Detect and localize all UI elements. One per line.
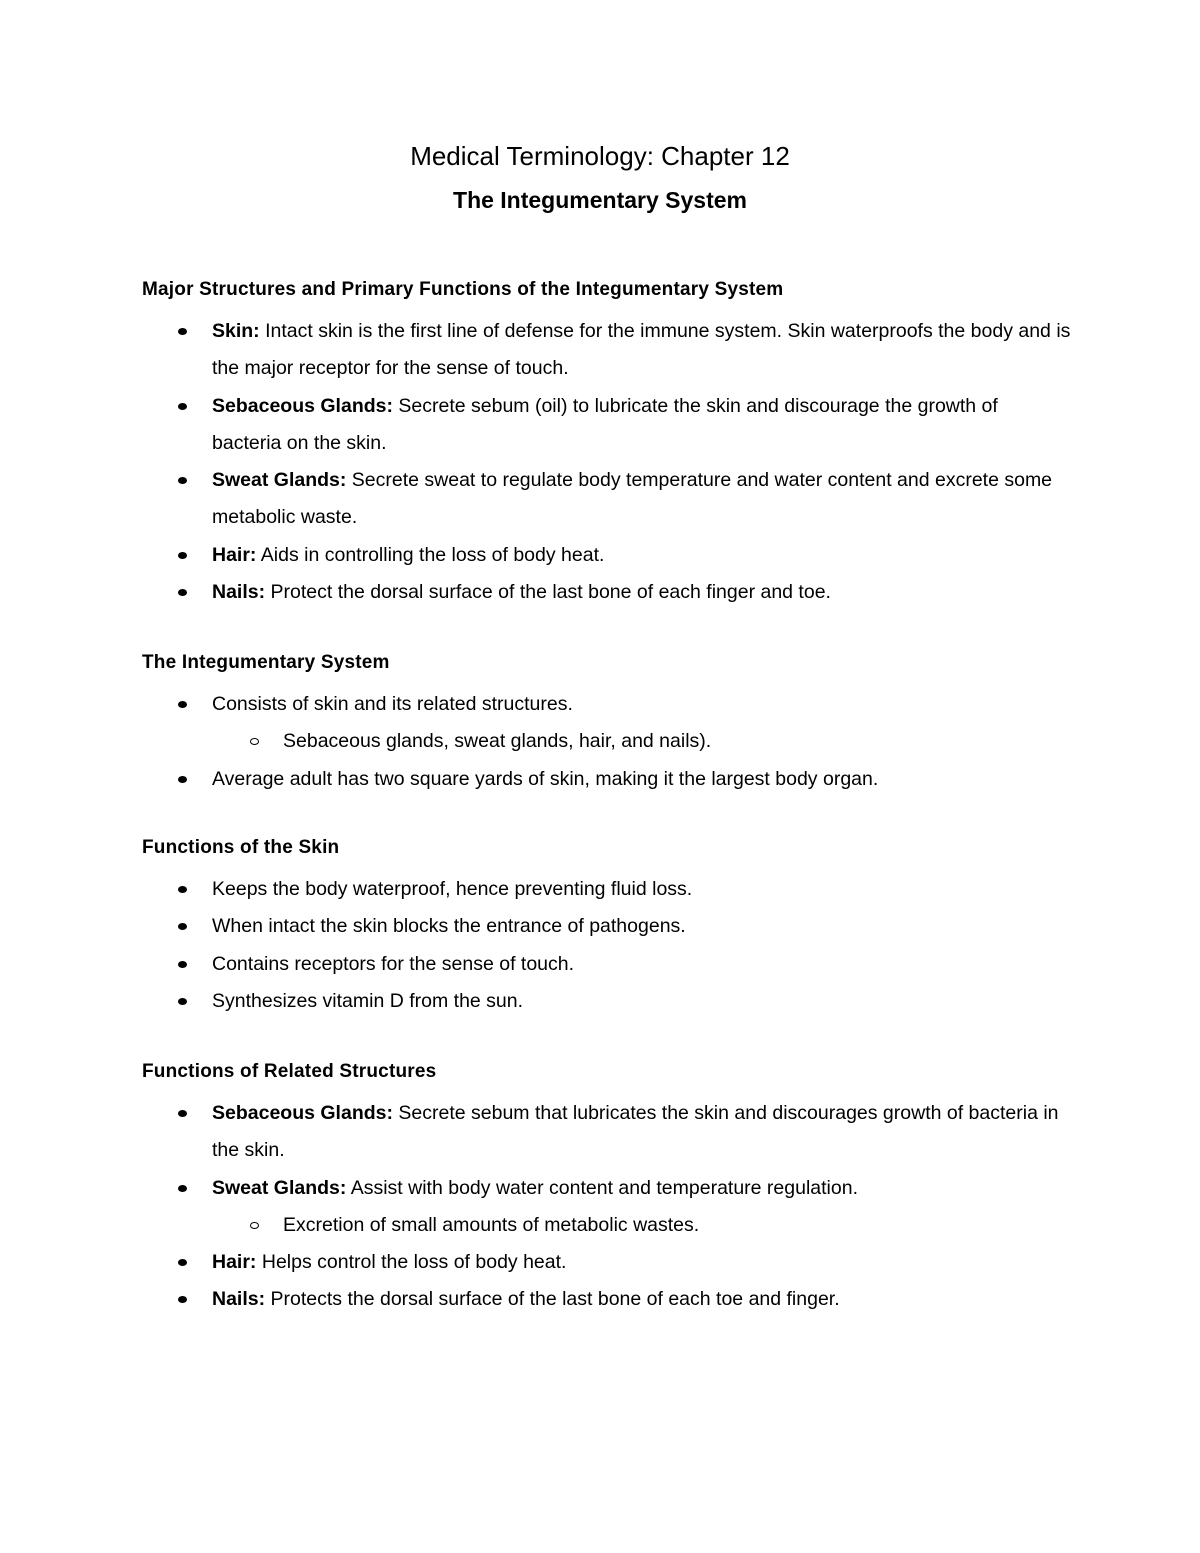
bullet-icon (178, 1185, 187, 1192)
item-term: Hair: (212, 543, 257, 566)
item-term: Nails: (212, 1288, 266, 1311)
bullet-icon (178, 998, 187, 1005)
list-item (142, 946, 1072, 983)
page-subtitle: The Integumentary System (453, 187, 747, 213)
item-text: Secrete sweat to regulate body temperature and water content and excrete some metabolic waste. (212, 469, 1053, 529)
page-title: Medical Terminology: Chapter 12 (410, 141, 790, 171)
bullet-icon (178, 776, 187, 783)
item-text: Assist with body water content and temperature regulation. (346, 1176, 858, 1199)
list-item (142, 1170, 1072, 1207)
item-text: Helps control the loss of body heat. (256, 1251, 567, 1274)
section-heading: Functions of Related Structures (142, 1061, 437, 1082)
bullet-list (142, 1095, 1102, 1319)
item-text: Secrete sebum (oil) to lubricate the skin and discourage the growth of bacteria on the skin. (212, 394, 998, 454)
bullet-icon (178, 961, 187, 968)
item-term: Sweat Glands: (212, 469, 347, 492)
list-item (142, 574, 1072, 611)
bullet-icon (178, 403, 187, 410)
bullet-icon (178, 923, 187, 930)
item-term: Sebaceous Glands: (212, 394, 393, 417)
section-major-structures (142, 276, 1102, 611)
sub-list-item (142, 723, 1102, 760)
list-item (142, 1244, 1072, 1281)
bullet-icon (178, 589, 187, 596)
sub-list-item (142, 1207, 1102, 1244)
bullet-list (142, 686, 1102, 798)
item-text: Excretion of small amounts of metabolic wastes. (283, 1213, 700, 1236)
list-item (142, 537, 1072, 574)
section-integumentary-system (142, 649, 1102, 798)
item-text: Sebaceous glands, sweat glands, hair, and nails). (283, 730, 712, 753)
item-text: Intact skin is the first line of defense for the immune system. Skin waterproofs the body and is the major receptor for the sense of touch. (212, 320, 1071, 380)
list-item (142, 462, 1072, 537)
section-functions-of-skin (142, 834, 1102, 1020)
hollow-bullet-icon (250, 738, 259, 745)
list-item (142, 871, 1072, 908)
item-term: Sweat Glands: (212, 1176, 347, 1199)
item-text: Keeps the body waterproof, hence preventing fluid loss. (212, 878, 693, 900)
item-term: Skin: (212, 320, 260, 342)
item-text: Aids in controlling the loss of body heat. (256, 543, 605, 566)
list-item (142, 686, 1072, 723)
bullet-icon (178, 477, 187, 484)
bullet-icon (178, 552, 187, 559)
list-item (142, 983, 1072, 1020)
list-item (142, 908, 1072, 945)
bullet-icon (178, 328, 187, 335)
section-heading: Functions of the Skin (142, 837, 340, 858)
item-term: Sebaceous Glands: (212, 1102, 393, 1124)
list-item (142, 1095, 1072, 1170)
list-item (142, 761, 1072, 798)
bullet-icon (178, 1259, 187, 1266)
item-text: Consists of skin and its related structures. (212, 693, 573, 715)
section-heading: The Integumentary System (142, 652, 390, 673)
item-text: Contains receptors for the sense of touch. (212, 952, 575, 975)
section-functions-of-related-structures (142, 1058, 1102, 1319)
item-term: Hair: (212, 1251, 257, 1274)
item-term: Nails: (212, 581, 266, 604)
hollow-bullet-icon (250, 1222, 259, 1229)
bullet-icon (178, 886, 187, 893)
item-text: Secrete sebum that lubricates the skin and discourages growth of bacteria in the skin. (212, 1102, 1059, 1162)
item-text: Synthesizes vitamin D from the sun. (212, 989, 524, 1012)
list-item (142, 388, 1072, 463)
bullet-list (142, 313, 1102, 611)
bullet-list (142, 871, 1102, 1020)
item-text: Protect the dorsal surface of the last bone of each finger and toe. (265, 581, 831, 604)
item-text: When intact the skin blocks the entrance of pathogens. (212, 915, 686, 938)
item-text: Average adult has two square yards of skin, making it the largest body organ. (212, 767, 879, 790)
bullet-icon (178, 1296, 187, 1303)
bullet-icon (178, 701, 187, 708)
list-item (142, 1281, 1072, 1318)
list-item (142, 313, 1072, 388)
item-text: Protects the dorsal surface of the last bone of each toe and finger. (265, 1288, 840, 1311)
bullet-icon (178, 1110, 187, 1117)
section-heading: Major Structures and Primary Functions of the Integumentary System (142, 279, 784, 300)
